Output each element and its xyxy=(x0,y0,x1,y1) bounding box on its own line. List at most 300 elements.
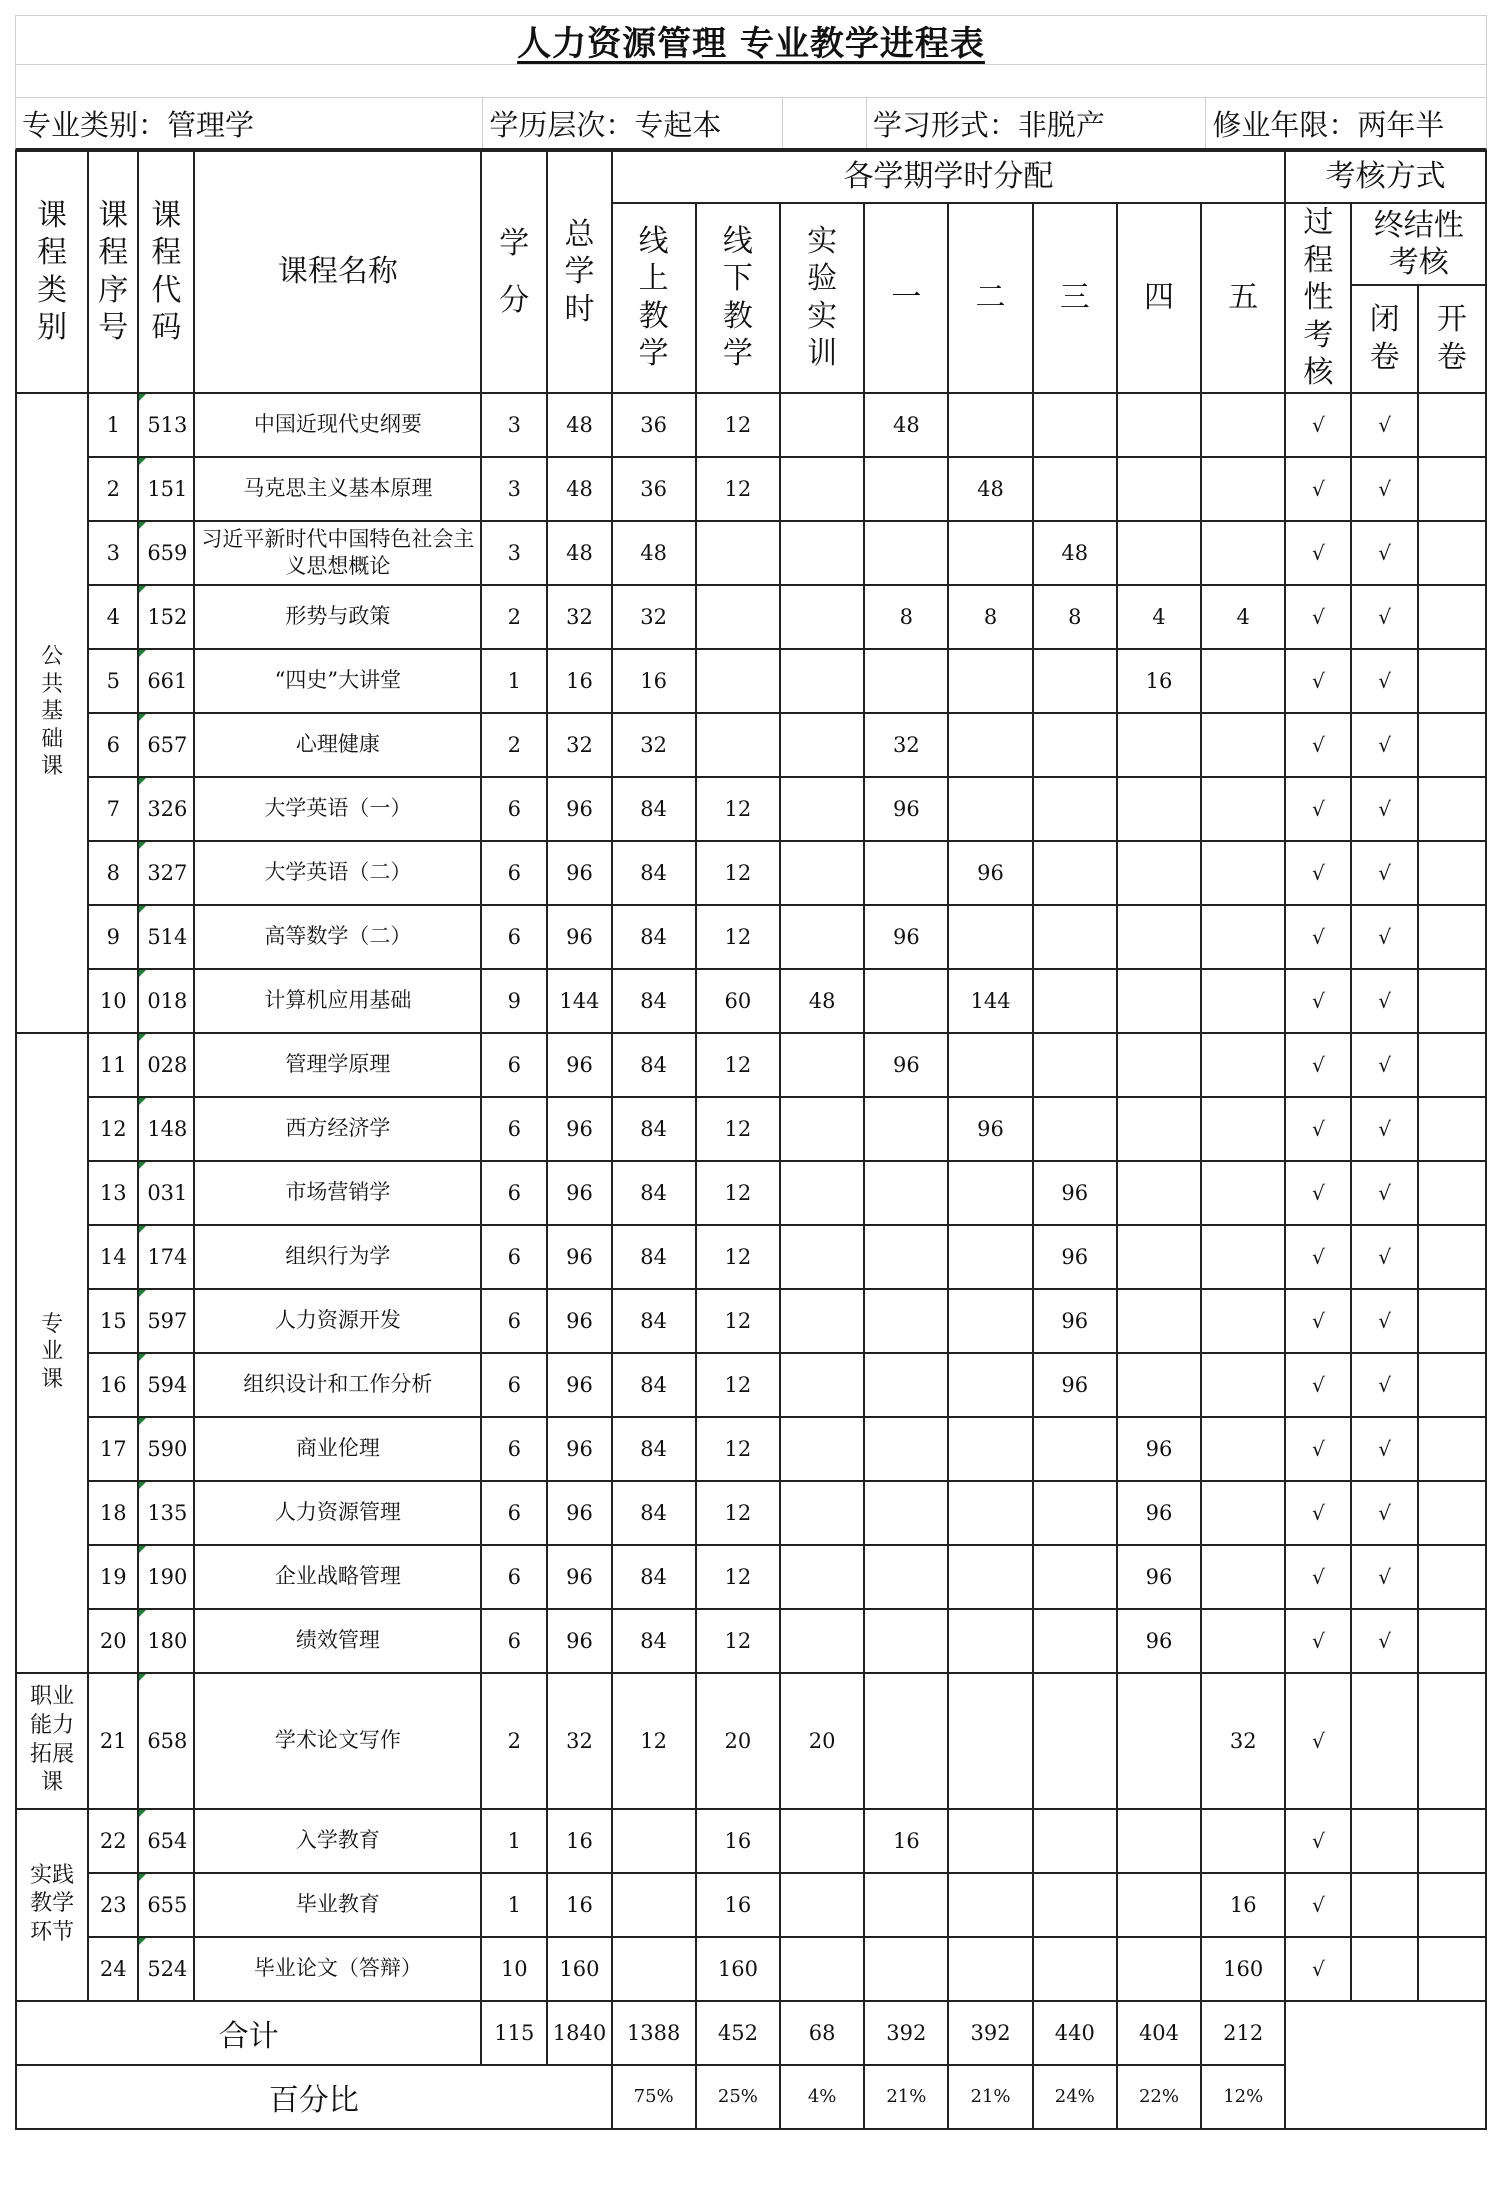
course-s3 xyxy=(1033,1097,1117,1161)
course-closed: √ xyxy=(1351,777,1417,841)
course-seq: 5 xyxy=(88,649,138,713)
percent-s2: 21% xyxy=(948,2065,1032,2129)
course-s2 xyxy=(948,521,1032,585)
course-s1: 96 xyxy=(864,905,948,969)
course-name: 高等数学（二） xyxy=(194,905,481,969)
course-code: 180 xyxy=(138,1609,194,1673)
course-lab xyxy=(780,1609,864,1673)
course-code: 031 xyxy=(138,1161,194,1225)
course-process: √ xyxy=(1285,1937,1351,2001)
course-s2 xyxy=(948,1289,1032,1353)
blank-row xyxy=(15,64,1487,97)
course-process: √ xyxy=(1285,1673,1351,1809)
course-closed: √ xyxy=(1351,1545,1417,1609)
header-course-code: 课程代码 xyxy=(138,151,194,393)
course-total: 48 xyxy=(547,521,611,585)
course-name: 商业伦理 xyxy=(194,1417,481,1481)
course-s4 xyxy=(1117,1097,1201,1161)
course-row xyxy=(16,1873,1486,1937)
course-s2 xyxy=(948,1225,1032,1289)
course-open xyxy=(1418,521,1486,585)
course-online: 84 xyxy=(612,1417,696,1481)
course-s3: 48 xyxy=(1033,521,1117,585)
course-closed: √ xyxy=(1351,585,1417,649)
course-code: 514 xyxy=(138,905,194,969)
course-credit: 6 xyxy=(481,1417,547,1481)
category-cell-public: 公共基础课 xyxy=(16,393,88,1033)
totals-blank xyxy=(1285,2001,1486,2129)
course-row xyxy=(16,1033,1486,1097)
course-closed xyxy=(1351,1673,1417,1809)
course-lab xyxy=(780,457,864,521)
course-credit: 6 xyxy=(481,1353,547,1417)
course-total: 144 xyxy=(547,969,611,1033)
percent-row xyxy=(16,2065,1486,2129)
page-title: 人力资源管理 专业教学进程表 xyxy=(517,23,985,64)
course-total: 32 xyxy=(547,713,611,777)
course-seq: 3 xyxy=(88,521,138,585)
course-seq: 13 xyxy=(88,1161,138,1225)
course-name: 人力资源管理 xyxy=(194,1481,481,1545)
course-row xyxy=(16,585,1486,649)
course-online: 32 xyxy=(612,713,696,777)
course-credit: 6 xyxy=(481,1545,547,1609)
course-closed: √ xyxy=(1351,905,1417,969)
course-s5: 160 xyxy=(1201,1937,1285,2001)
course-open xyxy=(1418,713,1486,777)
course-name: 绩效管理 xyxy=(194,1609,481,1673)
course-credit: 6 xyxy=(481,841,547,905)
course-offline: 12 xyxy=(696,841,780,905)
course-lab xyxy=(780,1161,864,1225)
course-lab xyxy=(780,585,864,649)
category-cell-practice: 实践教学环节 xyxy=(16,1809,88,2001)
course-s1: 8 xyxy=(864,585,948,649)
category-cell-vocational: 职业能力拓展课 xyxy=(16,1673,88,1809)
course-open xyxy=(1418,393,1486,457)
totals-label: 合计 xyxy=(16,2001,481,2065)
course-s1: 96 xyxy=(864,777,948,841)
course-s3 xyxy=(1033,649,1117,713)
header-semester-group: 各学期学时分配 xyxy=(612,151,1286,203)
course-s2 xyxy=(948,1033,1032,1097)
course-s5 xyxy=(1201,1225,1285,1289)
course-code: 594 xyxy=(138,1353,194,1417)
course-s1 xyxy=(864,1673,948,1809)
course-s1 xyxy=(864,457,948,521)
header-process: 过程性考核 xyxy=(1285,203,1351,393)
course-code: 657 xyxy=(138,713,194,777)
course-credit: 3 xyxy=(481,393,547,457)
header-sem5: 五 xyxy=(1201,203,1285,393)
course-online: 84 xyxy=(612,1161,696,1225)
totals-s3: 440 xyxy=(1033,2001,1117,2065)
course-offline: 12 xyxy=(696,1033,780,1097)
course-seq: 18 xyxy=(88,1481,138,1545)
course-lab xyxy=(780,1353,864,1417)
course-seq: 14 xyxy=(88,1225,138,1289)
course-code: 513 xyxy=(138,393,194,457)
course-credit: 3 xyxy=(481,457,547,521)
course-s5 xyxy=(1201,1417,1285,1481)
course-lab xyxy=(780,393,864,457)
course-s1 xyxy=(864,1609,948,1673)
course-total: 48 xyxy=(547,393,611,457)
totals-s2: 392 xyxy=(948,2001,1032,2065)
course-row xyxy=(16,1673,1486,1809)
course-s5 xyxy=(1201,777,1285,841)
course-row xyxy=(16,393,1486,457)
course-total: 32 xyxy=(547,585,611,649)
course-lab xyxy=(780,905,864,969)
course-name: 心理健康 xyxy=(194,713,481,777)
course-online: 32 xyxy=(612,585,696,649)
course-online: 84 xyxy=(612,969,696,1033)
course-credit: 1 xyxy=(481,649,547,713)
course-s1 xyxy=(864,1161,948,1225)
course-s3 xyxy=(1033,1937,1117,2001)
course-lab xyxy=(780,1481,864,1545)
course-online: 84 xyxy=(612,1097,696,1161)
totals-lab: 68 xyxy=(780,2001,864,2065)
course-s1 xyxy=(864,969,948,1033)
course-code: 028 xyxy=(138,1033,194,1097)
course-s2: 144 xyxy=(948,969,1032,1033)
course-s5 xyxy=(1201,457,1285,521)
course-closed: √ xyxy=(1351,649,1417,713)
course-credit: 2 xyxy=(481,585,547,649)
totals-s4: 404 xyxy=(1117,2001,1201,2065)
course-s4 xyxy=(1117,1353,1201,1417)
course-credit: 6 xyxy=(481,1289,547,1353)
info-category: 专业类别：管理学 xyxy=(16,98,483,148)
course-open xyxy=(1418,1417,1486,1481)
course-total: 96 xyxy=(547,1161,611,1225)
course-name: 毕业论文（答辩） xyxy=(194,1937,481,2001)
course-row xyxy=(16,777,1486,841)
course-code: 658 xyxy=(138,1673,194,1809)
course-closed: √ xyxy=(1351,393,1417,457)
course-s4: 96 xyxy=(1117,1609,1201,1673)
course-credit: 3 xyxy=(481,521,547,585)
course-row xyxy=(16,713,1486,777)
course-process: √ xyxy=(1285,585,1351,649)
course-lab xyxy=(780,1417,864,1481)
course-row xyxy=(16,1353,1486,1417)
course-lab xyxy=(780,1809,864,1873)
course-online: 84 xyxy=(612,1545,696,1609)
course-process: √ xyxy=(1285,777,1351,841)
header-sem1: 一 xyxy=(864,203,948,393)
course-process: √ xyxy=(1285,1545,1351,1609)
course-online: 84 xyxy=(612,905,696,969)
course-name: 市场营销学 xyxy=(194,1161,481,1225)
course-s4 xyxy=(1117,713,1201,777)
course-offline: 12 xyxy=(696,1545,780,1609)
course-credit: 6 xyxy=(481,1225,547,1289)
percent-label: 百分比 xyxy=(16,2065,612,2129)
schedule-sheet xyxy=(15,15,1487,2130)
header-sem2: 二 xyxy=(948,203,1032,393)
course-seq: 20 xyxy=(88,1609,138,1673)
course-name: 管理学原理 xyxy=(194,1033,481,1097)
course-total: 16 xyxy=(547,1809,611,1873)
course-credit: 6 xyxy=(481,1033,547,1097)
course-online xyxy=(612,1809,696,1873)
course-name: 组织设计和工作分析 xyxy=(194,1353,481,1417)
course-s5 xyxy=(1201,1609,1285,1673)
course-process: √ xyxy=(1285,841,1351,905)
course-process: √ xyxy=(1285,1033,1351,1097)
course-code: 655 xyxy=(138,1873,194,1937)
course-s1 xyxy=(864,521,948,585)
course-s5 xyxy=(1201,1353,1285,1417)
course-seq: 1 xyxy=(88,393,138,457)
course-total: 96 xyxy=(547,1609,611,1673)
header-open: 开卷 xyxy=(1418,285,1486,392)
course-s1: 96 xyxy=(864,1033,948,1097)
course-credit: 10 xyxy=(481,1937,547,2001)
category-cell-major: 专业课 xyxy=(16,1033,88,1673)
course-total: 32 xyxy=(547,1673,611,1809)
course-closed: √ xyxy=(1351,969,1417,1033)
course-name: 入学教育 xyxy=(194,1809,481,1873)
course-offline: 12 xyxy=(696,457,780,521)
course-seq: 24 xyxy=(88,1937,138,2001)
course-open xyxy=(1418,905,1486,969)
course-offline: 12 xyxy=(696,1225,780,1289)
course-seq: 8 xyxy=(88,841,138,905)
course-s3: 96 xyxy=(1033,1353,1117,1417)
course-body xyxy=(16,393,1486,2001)
course-code: 597 xyxy=(138,1289,194,1353)
course-lab xyxy=(780,713,864,777)
course-name: 学术论文写作 xyxy=(194,1673,481,1809)
header-closed: 闭卷 xyxy=(1351,285,1417,392)
course-closed xyxy=(1351,1937,1417,2001)
course-process: √ xyxy=(1285,1353,1351,1417)
course-open xyxy=(1418,777,1486,841)
course-row xyxy=(16,1289,1486,1353)
info-level: 学历层次：专起本 xyxy=(483,98,783,148)
course-closed: √ xyxy=(1351,1481,1417,1545)
course-lab xyxy=(780,649,864,713)
course-s4 xyxy=(1117,521,1201,585)
course-offline: 12 xyxy=(696,1481,780,1545)
course-lab xyxy=(780,521,864,585)
course-total: 16 xyxy=(547,649,611,713)
course-offline: 20 xyxy=(696,1673,780,1809)
course-name: 中国近现代史纲要 xyxy=(194,393,481,457)
course-closed: √ xyxy=(1351,1033,1417,1097)
course-s5 xyxy=(1201,905,1285,969)
course-code: 190 xyxy=(138,1545,194,1609)
course-s4: 16 xyxy=(1117,649,1201,713)
course-row xyxy=(16,1545,1486,1609)
course-total: 96 xyxy=(547,1353,611,1417)
course-s5 xyxy=(1201,1033,1285,1097)
course-s4 xyxy=(1117,457,1201,521)
course-process: √ xyxy=(1285,1417,1351,1481)
course-lab xyxy=(780,1225,864,1289)
course-credit: 2 xyxy=(481,713,547,777)
course-code: 654 xyxy=(138,1809,194,1873)
course-credit: 6 xyxy=(481,777,547,841)
course-s4 xyxy=(1117,1809,1201,1873)
course-lab xyxy=(780,1937,864,2001)
course-process: √ xyxy=(1285,905,1351,969)
course-offline: 12 xyxy=(696,1097,780,1161)
course-row xyxy=(16,905,1486,969)
course-seq: 17 xyxy=(88,1417,138,1481)
course-s5 xyxy=(1201,649,1285,713)
course-offline xyxy=(696,649,780,713)
course-s2: 96 xyxy=(948,841,1032,905)
info-years: 修业年限：两年半 xyxy=(1212,107,1445,142)
course-s2 xyxy=(948,649,1032,713)
course-seq: 11 xyxy=(88,1033,138,1097)
percent-s3: 24% xyxy=(1033,2065,1117,2129)
course-s1 xyxy=(864,1097,948,1161)
course-row xyxy=(16,1225,1486,1289)
course-total: 96 xyxy=(547,1289,611,1353)
course-closed: √ xyxy=(1351,1289,1417,1353)
course-process: √ xyxy=(1285,1289,1351,1353)
course-seq: 6 xyxy=(88,713,138,777)
course-name: 西方经济学 xyxy=(194,1097,481,1161)
course-s4 xyxy=(1117,1937,1201,2001)
course-offline: 12 xyxy=(696,777,780,841)
course-lab xyxy=(780,1289,864,1353)
header-credit: 学分 xyxy=(481,151,547,393)
course-process: √ xyxy=(1285,457,1351,521)
course-lab: 48 xyxy=(780,969,864,1033)
course-online: 36 xyxy=(612,457,696,521)
course-row xyxy=(16,1937,1486,2001)
course-offline: 16 xyxy=(696,1809,780,1873)
percent-lab: 4% xyxy=(780,2065,864,2129)
course-s3: 96 xyxy=(1033,1289,1117,1353)
course-row xyxy=(16,649,1486,713)
course-offline: 60 xyxy=(696,969,780,1033)
course-s4 xyxy=(1117,841,1201,905)
course-name: 组织行为学 xyxy=(194,1225,481,1289)
course-s5: 4 xyxy=(1201,585,1285,649)
course-s4 xyxy=(1117,1673,1201,1809)
course-s2 xyxy=(948,713,1032,777)
course-total: 96 xyxy=(547,1225,611,1289)
totals-total: 1840 xyxy=(547,2001,611,2065)
course-process: √ xyxy=(1285,1225,1351,1289)
course-credit: 6 xyxy=(481,905,547,969)
percent-s5: 12% xyxy=(1201,2065,1285,2129)
course-process: √ xyxy=(1285,1481,1351,1545)
header-sem3: 三 xyxy=(1033,203,1117,393)
course-open xyxy=(1418,1937,1486,2001)
course-name: 形势与政策 xyxy=(194,585,481,649)
course-offline: 12 xyxy=(696,905,780,969)
course-lab xyxy=(780,1033,864,1097)
course-credit: 6 xyxy=(481,1097,547,1161)
course-open xyxy=(1418,841,1486,905)
course-s3 xyxy=(1033,1673,1117,1809)
course-s3 xyxy=(1033,969,1117,1033)
course-s1 xyxy=(864,1481,948,1545)
course-credit: 1 xyxy=(481,1809,547,1873)
course-s4 xyxy=(1117,905,1201,969)
course-seq: 9 xyxy=(88,905,138,969)
course-s3 xyxy=(1033,841,1117,905)
course-offline xyxy=(696,585,780,649)
course-s3 xyxy=(1033,1609,1117,1673)
course-process: √ xyxy=(1285,649,1351,713)
course-process: √ xyxy=(1285,521,1351,585)
course-s1 xyxy=(864,1545,948,1609)
course-open xyxy=(1418,1289,1486,1353)
course-code: 590 xyxy=(138,1417,194,1481)
course-s3 xyxy=(1033,457,1117,521)
course-credit: 2 xyxy=(481,1673,547,1809)
course-seq: 16 xyxy=(88,1353,138,1417)
course-s5 xyxy=(1201,1545,1285,1609)
course-open xyxy=(1418,1161,1486,1225)
course-total: 16 xyxy=(547,1873,611,1937)
course-row xyxy=(16,1097,1486,1161)
course-process: √ xyxy=(1285,1609,1351,1673)
course-code: 151 xyxy=(138,457,194,521)
course-lab xyxy=(780,1097,864,1161)
course-lab xyxy=(780,841,864,905)
course-offline: 12 xyxy=(696,1289,780,1353)
course-online: 12 xyxy=(612,1673,696,1809)
course-closed: √ xyxy=(1351,521,1417,585)
course-code: 152 xyxy=(138,585,194,649)
course-s1: 16 xyxy=(864,1809,948,1873)
course-code: 661 xyxy=(138,649,194,713)
course-s3 xyxy=(1033,1809,1117,1873)
course-seq: 12 xyxy=(88,1097,138,1161)
course-closed: √ xyxy=(1351,1097,1417,1161)
course-s3 xyxy=(1033,1033,1117,1097)
course-online: 84 xyxy=(612,1481,696,1545)
header-total-hours: 总学时 xyxy=(547,151,611,393)
course-s5 xyxy=(1201,1809,1285,1873)
course-offline: 12 xyxy=(696,393,780,457)
course-s5 xyxy=(1201,713,1285,777)
course-lab xyxy=(780,1545,864,1609)
course-total: 96 xyxy=(547,1033,611,1097)
course-s1 xyxy=(864,1873,948,1937)
course-online: 84 xyxy=(612,1225,696,1289)
course-s4 xyxy=(1117,393,1201,457)
course-open xyxy=(1418,457,1486,521)
course-offline: 12 xyxy=(696,1417,780,1481)
course-s5 xyxy=(1201,1481,1285,1545)
course-closed: √ xyxy=(1351,1161,1417,1225)
course-open xyxy=(1418,649,1486,713)
course-seq: 19 xyxy=(88,1545,138,1609)
course-row xyxy=(16,1481,1486,1545)
course-closed: √ xyxy=(1351,1609,1417,1673)
course-process: √ xyxy=(1285,713,1351,777)
course-total: 96 xyxy=(547,1097,611,1161)
course-s5 xyxy=(1201,1161,1285,1225)
course-row xyxy=(16,1161,1486,1225)
course-s2: 8 xyxy=(948,585,1032,649)
course-s3 xyxy=(1033,1873,1117,1937)
course-online xyxy=(612,1937,696,2001)
course-s5 xyxy=(1201,969,1285,1033)
